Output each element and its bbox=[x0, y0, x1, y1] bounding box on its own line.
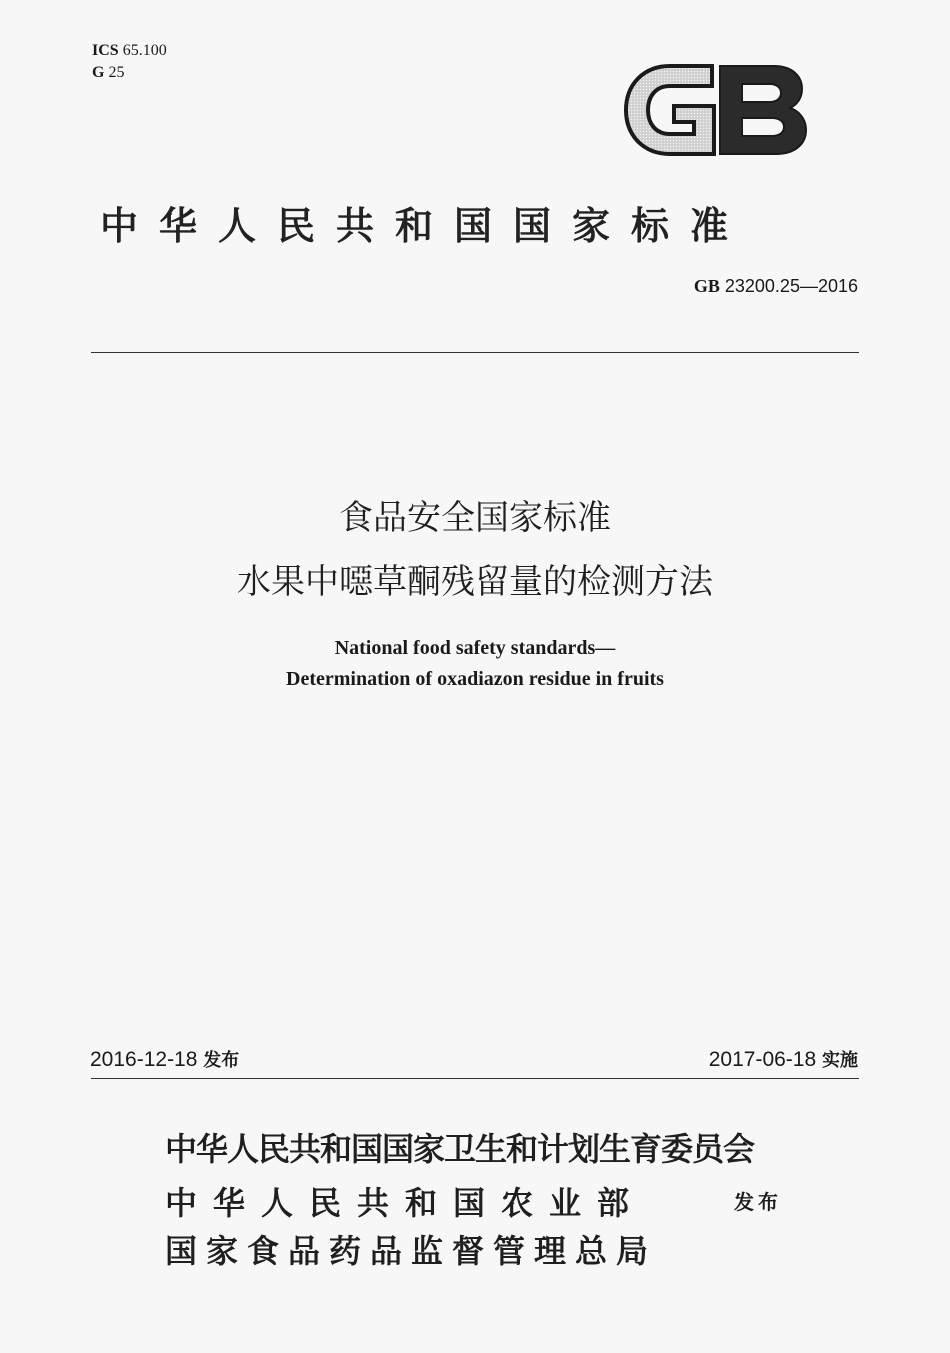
ics-label: ICS bbox=[92, 42, 119, 59]
issue-date-block bbox=[90, 1046, 239, 1072]
ccs-label: G bbox=[92, 64, 105, 81]
standard-number-prefix: GB bbox=[693, 276, 720, 296]
title-cn-line1: 食品安全国家标准 bbox=[339, 498, 611, 538]
standard-number bbox=[694, 276, 858, 297]
ccs-line bbox=[92, 62, 167, 84]
gb-standard-logo-icon bbox=[624, 64, 808, 156]
implement-label: 实施 bbox=[822, 1050, 858, 1071]
implement-date: 2017-06-18 bbox=[708, 1048, 817, 1071]
publish-label: 发布 bbox=[734, 1190, 782, 1214]
issuer-health-commission: 中华人民共和国国家卫生和计划生育委员会 bbox=[165, 1130, 755, 1168]
country-standard-title: 中华人民共和国国家标准 bbox=[100, 204, 750, 248]
standard-number-value: 23200.25—2016 bbox=[724, 276, 858, 296]
ccs-code: 25 bbox=[108, 64, 125, 81]
implement-date-block bbox=[709, 1046, 858, 1072]
ics-code: 65.100 bbox=[122, 42, 167, 59]
bottom-divider bbox=[91, 1078, 859, 1079]
issuer-food-drug-admin: 国家食品药品监督管理总局 bbox=[165, 1232, 658, 1270]
title-cn-line2: 水果中噁草酮残留量的检测方法 bbox=[237, 562, 713, 602]
title-en-line2: Determination of oxadiazon residue in fruits bbox=[286, 668, 664, 690]
title-en-line1: National food safety standards— bbox=[334, 637, 616, 659]
issue-label: 发布 bbox=[203, 1050, 240, 1071]
issue-date: 2016-12-18 bbox=[90, 1048, 198, 1071]
issuer-ministry-agriculture: 中华人民共和国农业部 bbox=[165, 1184, 646, 1222]
top-divider bbox=[91, 352, 859, 353]
ics-classification bbox=[92, 40, 167, 84]
ics-line bbox=[92, 40, 167, 62]
